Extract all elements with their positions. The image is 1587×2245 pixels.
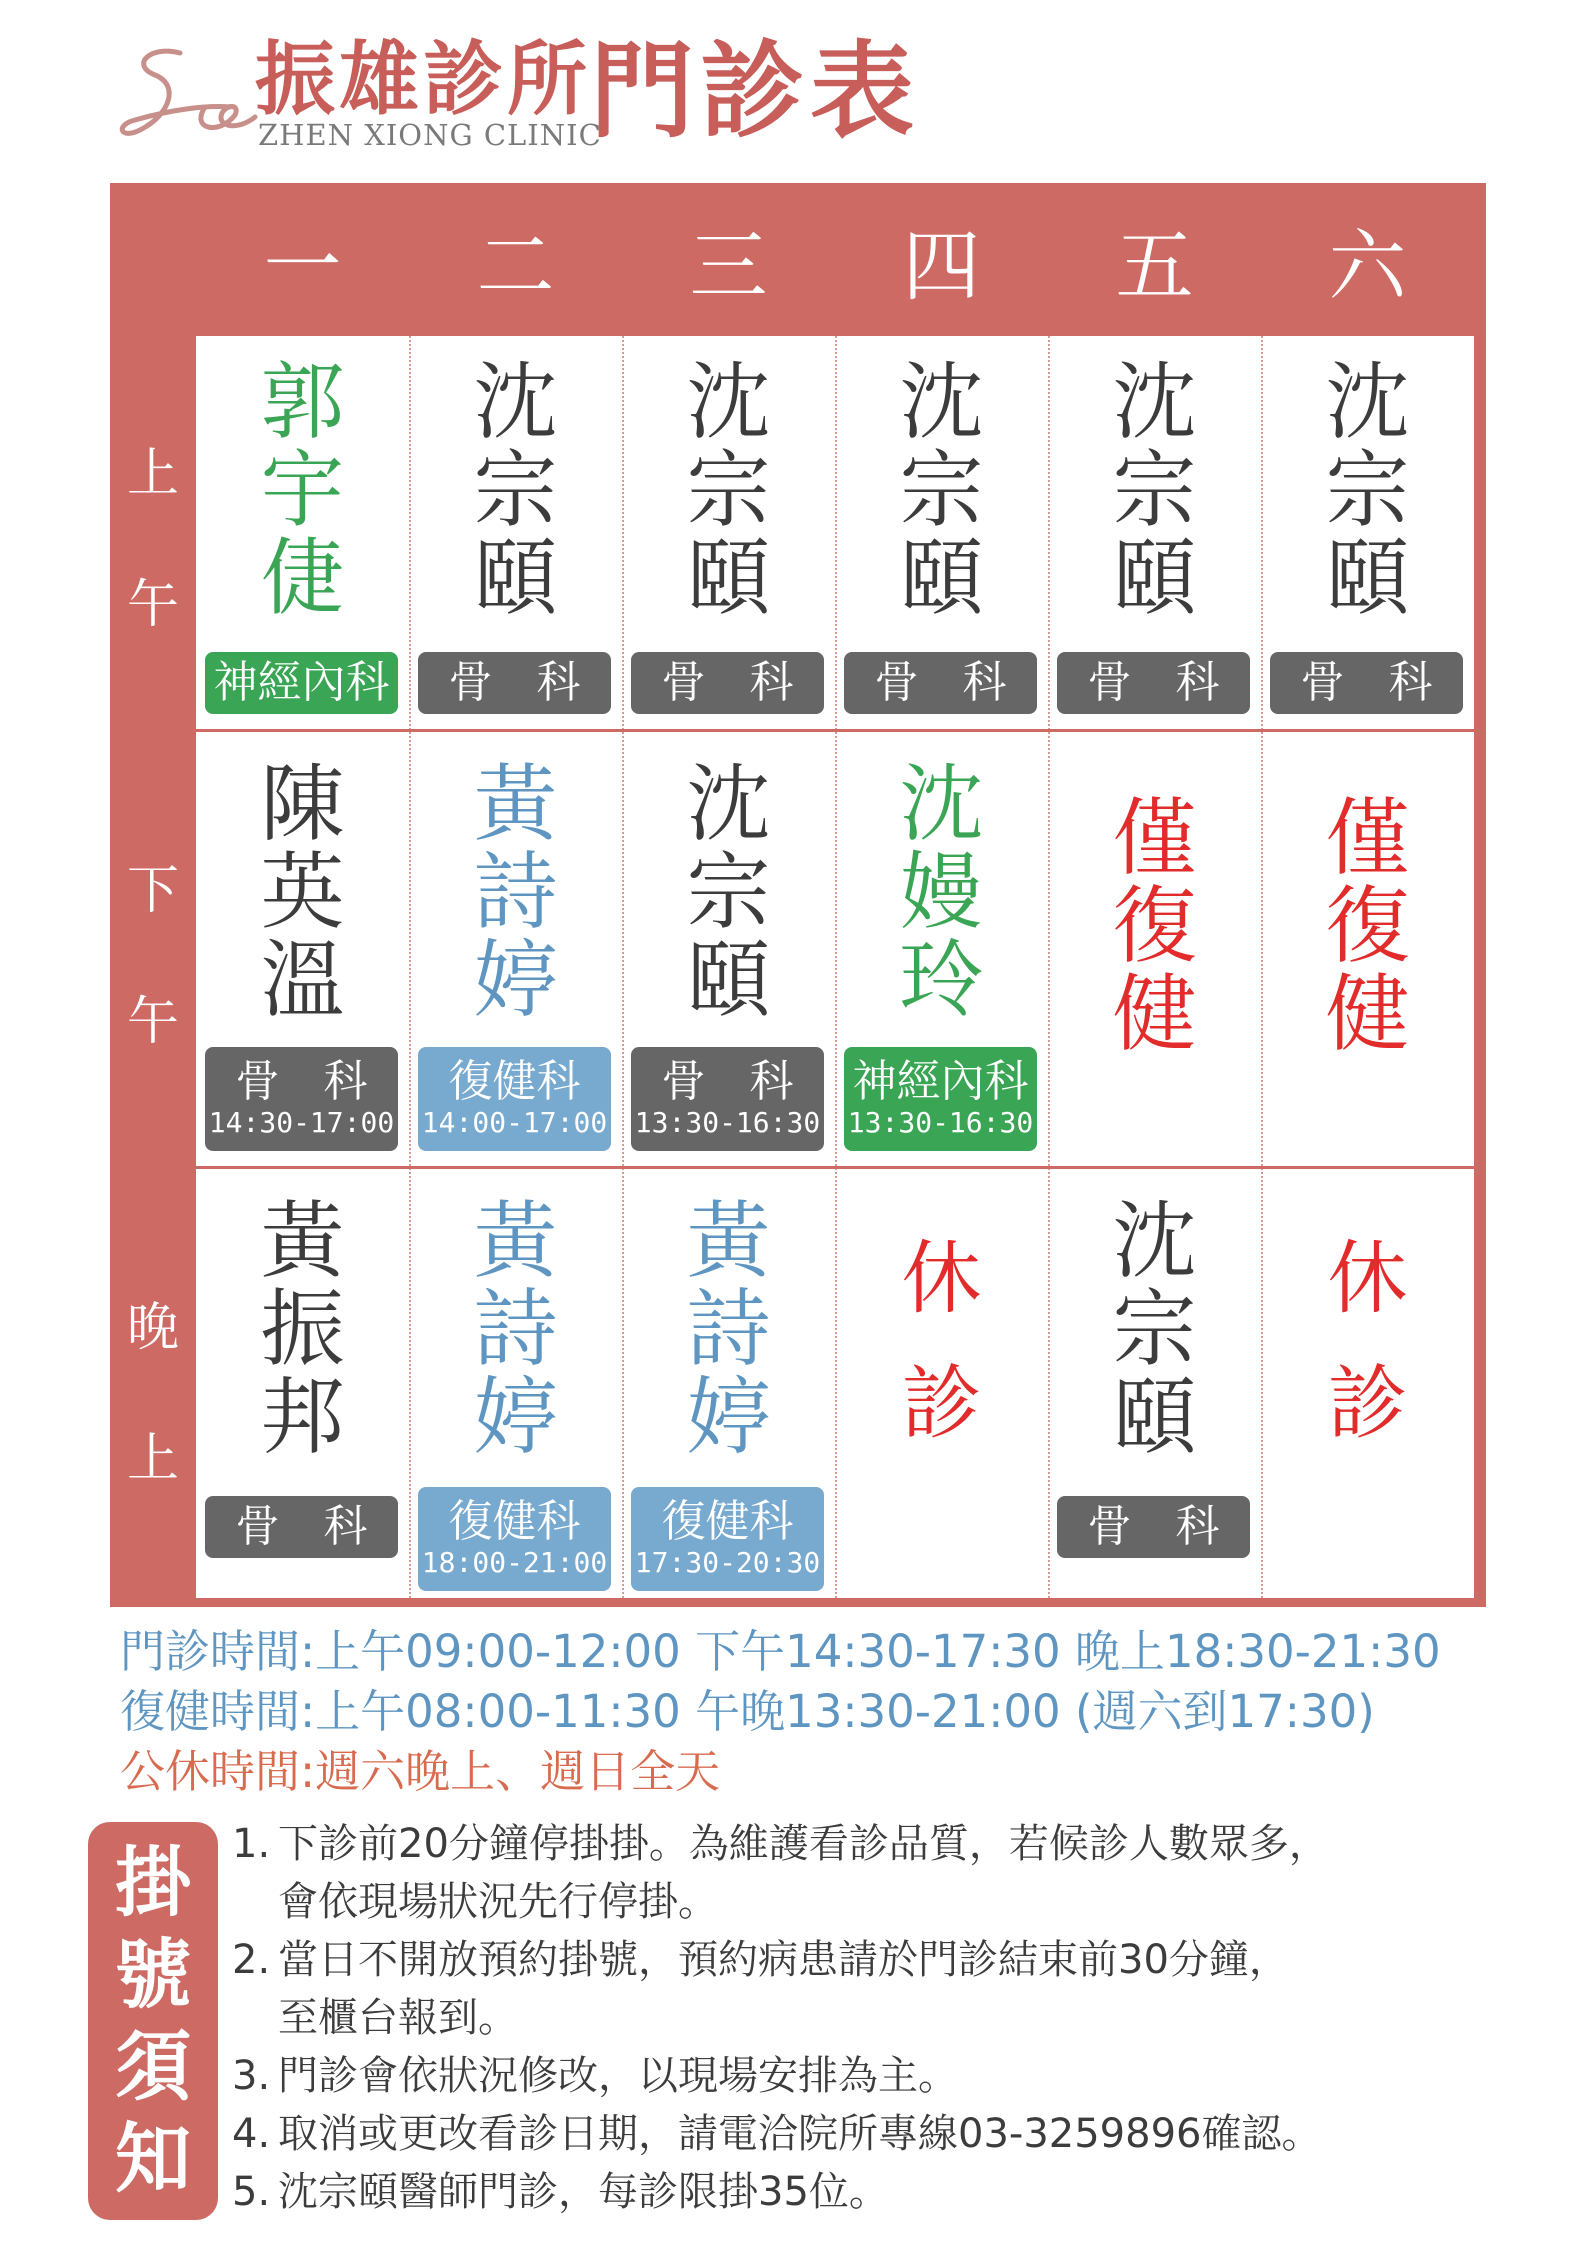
doctor-name-char: 頤 — [686, 931, 771, 1029]
doctor-name — [1261, 353, 1474, 627]
doctor-name — [196, 1192, 409, 1466]
doctor-name-char: 復 — [1325, 877, 1410, 975]
schedule-cell — [196, 336, 409, 729]
doctor-name-char: 婷 — [686, 1368, 771, 1466]
doctor-name-char: 宗 — [1112, 1280, 1197, 1378]
notice-number: 5. — [232, 2169, 271, 2215]
day-header-2: 二 — [476, 221, 555, 312]
doctor-name-char: 沈 — [686, 353, 771, 451]
doctor-name-char: 沈 — [1112, 1192, 1197, 1290]
doctor-name-char: 黃 — [686, 1192, 771, 1290]
notice-item — [232, 2163, 1492, 2221]
doctor-name-char: 宗 — [1112, 441, 1197, 539]
doctor-name-char: 沈 — [1325, 353, 1410, 451]
doctor-name-char: 宗 — [686, 843, 771, 941]
doctor-name — [409, 353, 622, 627]
department-name: 骨 科 — [1087, 1501, 1220, 1552]
day-header-6: 六 — [1328, 221, 1407, 312]
schedule-cell — [622, 732, 835, 1166]
doctor-name-char: 邦 — [260, 1368, 345, 1466]
schedule-grid — [196, 336, 1474, 1598]
doctor-name-char: 郭 — [260, 353, 345, 451]
period-label-char: 午 — [126, 575, 179, 635]
doctor-name-char: 沈 — [686, 755, 771, 853]
notice-text: 當日不開放預約掛號，預約病患請於門診結束前30分鐘， — [278, 1937, 1289, 1983]
rehab-only-notice — [1261, 789, 1474, 1063]
clinic-hours: 門診時間:上午09:00-12:00 下午14:30-17:30 晚上18:30-21:30 — [120, 1625, 1441, 1678]
schedule-cell — [1261, 1169, 1474, 1598]
doctor-name-char: 陳 — [260, 755, 345, 853]
rehab-only-notice — [1048, 789, 1261, 1063]
notice-line — [232, 1815, 1492, 1873]
notice-item — [232, 1815, 1492, 1931]
doctor-name-char: 婷 — [473, 931, 558, 1029]
department-name: 骨 科 — [448, 657, 581, 708]
department-badge — [205, 1496, 398, 1558]
doctor-name-char: 詩 — [473, 843, 558, 941]
period-label-char: 下 — [126, 860, 179, 921]
schedule-cell — [835, 1169, 1048, 1598]
doctor-name — [196, 755, 409, 1029]
period-label-char: 上 — [126, 1429, 179, 1489]
doctor-name — [622, 353, 835, 627]
doctor-name-char: 詩 — [686, 1280, 771, 1378]
closed-char: 診 — [901, 1357, 982, 1450]
clinic-name: 振雄診所 — [255, 33, 591, 126]
department-name: 骨 科 — [661, 657, 794, 708]
department-badge — [844, 652, 1037, 714]
doctor-name — [196, 353, 409, 627]
doctor-name — [409, 755, 622, 1029]
period-label-char: 上 — [126, 444, 179, 504]
doctor-name-char: 溫 — [260, 931, 345, 1029]
department-name: 骨 科 — [1300, 657, 1433, 708]
notice-number: 3. — [232, 2053, 271, 2099]
closed-hours: 公休時間:週六晚上、週日全天 — [120, 1745, 721, 1798]
page-title: 門診表 — [590, 30, 921, 152]
notice-badge-char: 掛 — [115, 1838, 191, 1927]
notice-item — [232, 1931, 1492, 2047]
department-time: 14:00-17:00 — [421, 1106, 608, 1139]
doctor-name — [622, 755, 835, 1029]
schedule-table — [110, 183, 1486, 1607]
doctor-name-char: 宗 — [686, 441, 771, 539]
schedule-cell — [622, 336, 835, 729]
notice-line — [232, 2163, 1492, 2221]
department-name: 骨 科 — [661, 1056, 794, 1107]
department-name: 神經內科 — [852, 1056, 1029, 1107]
department-badge — [1270, 652, 1463, 714]
department-badge — [631, 1487, 824, 1591]
doctor-name-char: 婷 — [473, 1368, 558, 1466]
doctor-name — [409, 1192, 622, 1466]
notice-item — [232, 2047, 1492, 2105]
notice-badge-char: 知 — [115, 2114, 191, 2203]
doctor-name-char: 僅 — [1112, 789, 1197, 887]
doctor-name-char: 復 — [1112, 877, 1197, 975]
day-header-row — [196, 183, 1486, 336]
day-header-4: 四 — [902, 221, 981, 312]
closed-char: 診 — [1327, 1357, 1408, 1450]
schedule-cell — [1261, 732, 1474, 1166]
doctor-name-char: 宗 — [1325, 441, 1410, 539]
department-badge — [844, 1047, 1037, 1151]
notice-line: 會依現場狀況先行停掛。 — [278, 1879, 718, 1925]
doctor-name-char: 頤 — [1325, 529, 1410, 627]
doctor-name — [1048, 1192, 1261, 1466]
clinic-logo-icon — [110, 35, 260, 155]
closed-char: 休 — [901, 1232, 982, 1325]
hours-section — [120, 1622, 1500, 1802]
schedule-cell — [1048, 336, 1261, 729]
department-time: 14:30-17:00 — [208, 1106, 395, 1139]
department-badge — [631, 1047, 824, 1151]
doctor-name-char: 倢 — [260, 529, 345, 627]
doctor-name-char: 黃 — [260, 1192, 345, 1290]
department-name: 復健科 — [448, 1056, 581, 1107]
department-badge — [205, 652, 398, 714]
doctor-name-char: 頤 — [899, 529, 984, 627]
schedule-cell — [835, 336, 1048, 729]
notice-number: 2. — [232, 1937, 271, 1983]
notice-item — [232, 2105, 1492, 2163]
clinic-name-english: ZHEN XIONG CLINIC — [258, 118, 602, 152]
rehab-hours: 復健時間:上午08:00-11:30 午晚13:30-21:00 (週六到17:30) — [120, 1685, 1375, 1738]
doctor-name-char: 頤 — [1112, 1368, 1197, 1466]
closed-notice — [1261, 1232, 1474, 1450]
department-badge — [1057, 652, 1250, 714]
department-badge — [418, 1047, 611, 1151]
schedule-cell — [622, 1169, 835, 1598]
department-badge — [418, 1487, 611, 1591]
day-header-1: 一 — [263, 221, 342, 312]
doctor-name-char: 嫚 — [899, 843, 984, 941]
notice-line — [232, 2047, 1492, 2105]
schedule-cell — [1048, 1169, 1261, 1598]
period-label — [110, 336, 196, 732]
doctor-name-char: 頤 — [473, 529, 558, 627]
notice-line: 至櫃台報到。 — [278, 1995, 518, 2041]
page-header — [100, 30, 1500, 160]
doctor-name-char: 沈 — [899, 755, 984, 853]
department-time: 13:30-16:30 — [847, 1106, 1034, 1139]
doctor-name-char: 詩 — [473, 1280, 558, 1378]
doctor-name — [835, 755, 1048, 1029]
doctor-name-char: 宗 — [473, 441, 558, 539]
department-time: 13:30-16:30 — [634, 1106, 821, 1139]
doctor-name-char: 玲 — [899, 931, 984, 1029]
doctor-name-char: 振 — [260, 1280, 345, 1378]
schedule-cell — [409, 1169, 622, 1598]
department-time: 17:30-20:30 — [634, 1546, 821, 1579]
doctor-name — [835, 353, 1048, 627]
schedule-cell — [409, 732, 622, 1166]
period-column — [110, 336, 196, 1607]
notice-line — [232, 2105, 1492, 2163]
doctor-name-char: 沈 — [1112, 353, 1197, 451]
department-badge — [205, 1047, 398, 1151]
doctor-name-char: 沈 — [473, 353, 558, 451]
department-name: 復健科 — [661, 1496, 794, 1547]
doctor-name-char: 頤 — [1112, 529, 1197, 627]
doctor-name-char: 僅 — [1325, 789, 1410, 887]
closed-notice — [835, 1232, 1048, 1450]
period-label-char: 晚 — [126, 1298, 179, 1358]
department-badge — [631, 652, 824, 714]
day-header-5: 五 — [1115, 221, 1194, 312]
period-label — [110, 1169, 196, 1607]
schedule-cell — [835, 732, 1048, 1166]
department-badge — [418, 652, 611, 714]
schedule-cell — [1261, 336, 1474, 729]
notice-badge-char: 須 — [115, 2022, 191, 2111]
doctor-name — [1048, 353, 1261, 627]
notice-text: 門診會依狀況修改，以現場安排為主。 — [278, 2053, 958, 2099]
department-name: 神經內科 — [213, 657, 390, 708]
doctor-name-char: 英 — [260, 843, 345, 941]
department-name: 骨 科 — [1087, 657, 1220, 708]
notice-number: 4. — [232, 2111, 271, 2157]
notice-text: 取消或更改看診日期，請電洽院所專線03-3259896確認。 — [278, 2111, 1322, 2157]
doctor-name — [622, 1192, 835, 1466]
department-name: 復健科 — [448, 1496, 581, 1547]
notice-list — [232, 1815, 1492, 2221]
schedule-cell — [409, 336, 622, 729]
notice-text: 沈宗頤醫師門診，每診限掛35位。 — [278, 2169, 889, 2215]
schedule-cell — [196, 732, 409, 1166]
notice-line — [232, 1931, 1492, 1989]
closed-char: 休 — [1327, 1232, 1408, 1325]
doctor-name-char: 宗 — [899, 441, 984, 539]
doctor-name-char: 健 — [1325, 965, 1410, 1063]
notice-number: 1. — [232, 1821, 271, 1867]
doctor-name-char: 宇 — [260, 441, 345, 539]
notice-text: 下診前20分鐘停掛掛。為維護看診品質，若候診人數眾多， — [278, 1821, 1329, 1867]
notice-badge — [88, 1822, 218, 2220]
department-name: 骨 科 — [235, 1056, 368, 1107]
schedule-cell — [196, 1169, 409, 1598]
day-header-3: 三 — [689, 221, 768, 312]
doctor-name-char: 沈 — [899, 353, 984, 451]
doctor-name-char: 黃 — [473, 755, 558, 853]
department-name: 骨 科 — [235, 1501, 368, 1552]
doctor-name-char: 健 — [1112, 965, 1197, 1063]
schedule-cell — [1048, 732, 1261, 1166]
doctor-name-char: 頤 — [686, 529, 771, 627]
period-label — [110, 732, 196, 1169]
department-time: 18:00-21:00 — [421, 1546, 608, 1579]
department-name: 骨 科 — [874, 657, 1007, 708]
doctor-name-char: 黃 — [473, 1192, 558, 1290]
notice-badge-char: 號 — [115, 1930, 191, 2019]
department-badge — [1057, 1496, 1250, 1558]
period-label-char: 午 — [126, 991, 179, 1052]
